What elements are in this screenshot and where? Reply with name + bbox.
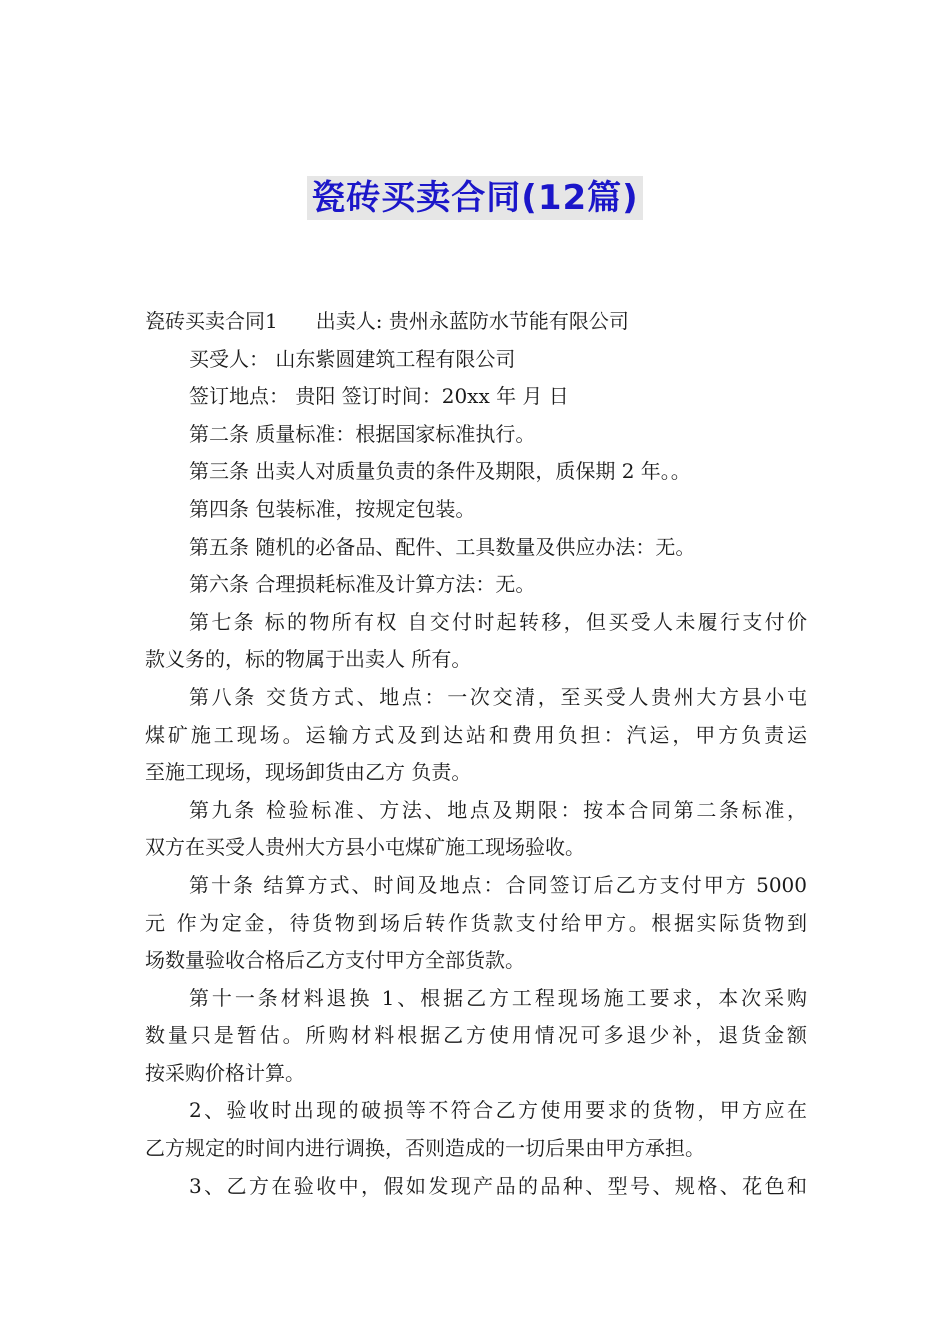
body-line: 双方在买受人贵州大方县小屯煤矿施工现场验收。 bbox=[145, 835, 585, 860]
body-line: 2、验收时出现的破损等不符合乙方使用要求的货物，甲方应在 bbox=[189, 1098, 807, 1123]
body-line: 第三条 出卖人对质量负责的条件及期限，质保期 2 年。。 bbox=[189, 459, 691, 484]
body-line-first bbox=[145, 303, 807, 341]
contract-heading: 瓷砖买卖合同1 bbox=[145, 309, 278, 333]
body-line: 款义务的，标的物属于出卖人 所有。 bbox=[145, 647, 472, 672]
body-line: 场数量验收合格后乙方支付甲方全部货款。 bbox=[145, 948, 525, 973]
seller-line: 出卖人: 贵州永蓝防水节能有限公司 bbox=[315, 309, 629, 333]
document-title: 瓷砖买卖合同(12篇) bbox=[307, 176, 642, 220]
body-line: 第五条 随机的必备品、配件、工具数量及供应办法：无。 bbox=[189, 534, 696, 559]
body-line: 买受人： 山东紫圆建筑工程有限公司 bbox=[189, 346, 516, 371]
body-line: 元 作为定金，待货物到场后转作货款支付给甲方。根据实际货物到 bbox=[145, 910, 807, 935]
document-body bbox=[145, 303, 807, 1205]
body-line: 第四条 包装标准，按规定包装。 bbox=[189, 496, 476, 521]
body-line: 煤矿施工现场。运输方式及到达站和费用负担：汽运，甲方负责运 bbox=[145, 722, 807, 747]
body-line: 第十条 结算方式、时间及地点：合同签订后乙方支付甲方 5000 bbox=[189, 872, 807, 897]
body-line: 第六条 合理损耗标准及计算方法：无。 bbox=[189, 572, 536, 597]
body-line: 3、乙方在验收中，假如发现产品的品种、型号、规格、花色和 bbox=[189, 1173, 807, 1198]
body-line: 第七条 标的物所有权 自交付时起转移，但买受人未履行支付价 bbox=[189, 609, 807, 634]
body-line: 乙方规定的时间内进行调换，否则造成的一切后果由甲方承担。 bbox=[145, 1136, 705, 1161]
title-container bbox=[0, 176, 950, 220]
body-line: 至施工现场，现场卸货由乙方 负责。 bbox=[145, 760, 472, 785]
body-line: 按采购价格计算。 bbox=[145, 1060, 305, 1085]
body-line: 数量只是暂估。所购材料根据乙方使用情况可多退少补，退货金额 bbox=[145, 1023, 807, 1048]
body-line: 第十一条材料退换 1、根据乙方工程现场施工要求，本次采购 bbox=[189, 985, 807, 1010]
body-line: 第二条 质量标准：根据国家标准执行。 bbox=[189, 421, 536, 446]
body-line: 签订地点： 贵阳 签订时间：20xx 年 月 日 bbox=[189, 384, 569, 409]
body-line: 第九条 检验标准、方法、地点及期限：按本合同第二条标准， bbox=[189, 797, 807, 822]
body-line: 第八条 交货方式、地点：一次交清，至买受人贵州大方县小屯 bbox=[189, 684, 807, 709]
